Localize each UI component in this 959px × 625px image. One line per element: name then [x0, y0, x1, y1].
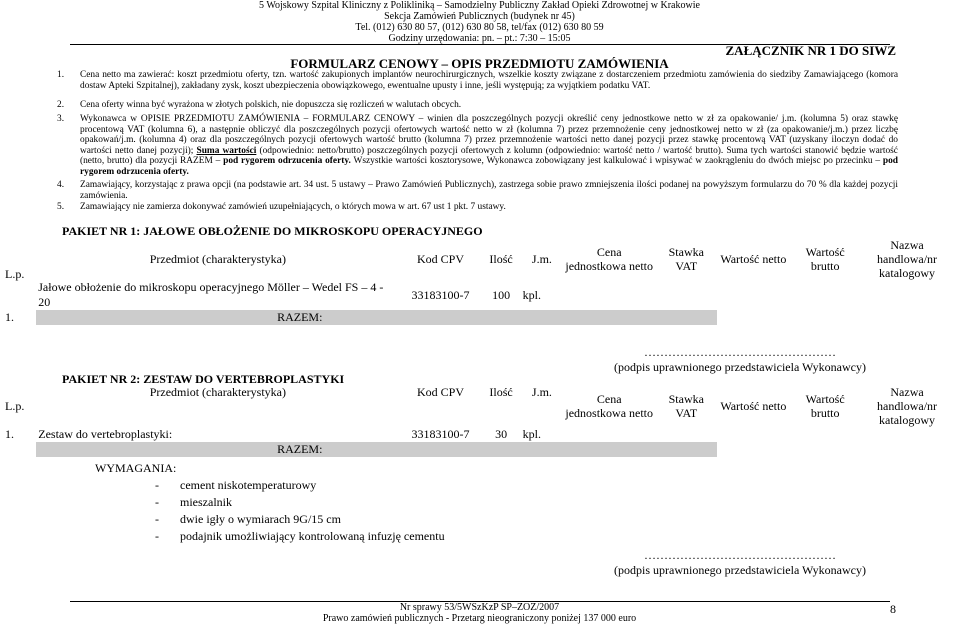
note-1 [57, 70, 898, 91]
note-text: Zamawiający, korzystając z prawa opcji (na podstawie art. 34 ust. 5 ustawy – Prawo Zamówień Publicznych), zastrzega sobie prawo zmniejszenia ilości podanej na powyższym formularzu do 70 % dla każdej pozycji zamówienia. [80, 180, 898, 201]
note-4 [57, 180, 898, 201]
table-row [3, 427, 953, 442]
document-footer [0, 602, 959, 624]
header-hours: Godziny urzędowania: pn. – pt.: 7:30 – 15:05 [388, 33, 571, 44]
note-text: Wykonawca w OPISIE PRZEDMIOTU ZAMÓWIENIA – FORMULARZ CENOWY – winien dla poszczególnych pozycji określić ceny jednostkowe netto w zł za opakowanie/ j.m. (kolumna 5) oraz stawkę procentową VAT (kolumna 6), a następnie obliczyć dla poszczególnych pozycji ofertowych wartość netto w zł (kolumna 7) przez przemnożenie ceny jednostkowej netto w zł (za opakowanie/j.m.) przez liczbę opakowań/j.m. (kolumna 4) oraz dla poszczególnych pozycji ofertowych wartość brutto (kolumna 7) przez przemnożenie wartości netto danej pozycji przez stawkę procentową VAT (uzyskany iloczyn dodać do wartości netto danej pozycji); Suma wartości (odpowiednio: netto/brutto) poszczególnych pozycji ofertowych z kolumn (odpowiednio: wartość netto / wartość brutto). Suma tych wartości stanowić będzie wartość (netto, brutto) dla pozycji RAZEM – pod rygorem odrzucenia oferty. Wszystkie wartości kosztorysowe, Wykonawca zobowiązany jest kalkulować i wpisywać w zaokrągleniu do dwóch miejsc po przecinku – pod rygorem odrzucenia oferty. [80, 114, 898, 177]
header-hospital-name: 5 Wojskowy Szpital Kliniczny z Polikliniką – Samodzielny Publiczny Zakład Opieki Zdrowotnej w Krakowie [259, 0, 700, 11]
signature-dots: ………………………………………… [644, 345, 836, 359]
cell-item: Jałowe obłożenie do mikroskopu operacyjnego Mӧller – Wedel FS – 4 - 20 [38, 280, 384, 309]
note-number: 5. [57, 202, 65, 212]
signature-caption: (podpis uprawnionego przedstawiciela Wykonawcy) [614, 563, 866, 577]
cell-qty: 100 [492, 287, 511, 302]
note-number: 3. [57, 114, 65, 124]
header-phone: Tel. (012) 630 80 57, (012) 630 80 58, tel/fax (012) 630 80 59 [355, 22, 604, 33]
signature-block-1 [600, 345, 880, 375]
col-cpv: Kod CPV [416, 251, 464, 266]
note-5 [57, 202, 898, 213]
cell-jm: kpl. [522, 287, 541, 302]
note-number: 4. [57, 180, 65, 190]
cell-jm: kpl. [522, 427, 541, 441]
table-row [3, 310, 953, 325]
package1-table [3, 238, 953, 325]
col-unit-price: Cena jednostkowa netto [565, 245, 654, 273]
cell-item: Zestaw do vertebroplastyki: [38, 427, 173, 441]
footer-case-number: Nr sprawy 53/5WSzKzP SP–ZOZ/2007 [399, 602, 560, 613]
document-header [0, 0, 959, 44]
attachment-label: ZAŁĄCZNIK NR 1 DO SIWZ [725, 43, 896, 58]
cell-cpv: 33183100-7 [411, 287, 470, 302]
col-gross: Wartość brutto [805, 245, 845, 273]
razem-label: RAZEM: [36, 442, 563, 457]
col-net: Wartość netto [720, 399, 787, 413]
col-jm: J.m. [531, 251, 552, 266]
col-lp: L.p. [5, 266, 25, 281]
table-row [3, 442, 953, 457]
col-lp: L.p. [5, 398, 25, 413]
cell-qty: 30 [495, 427, 508, 441]
col-qty: Ilość [489, 251, 513, 266]
col-jm: J.m. [531, 385, 552, 399]
package1-title: PAKIET NR 1: JAŁOWE OBŁOŻENIE DO MIKROSKOPU OPERACYJNEGO [62, 224, 483, 238]
col-net: Wartość netto [720, 252, 787, 266]
signature-block-2 [600, 548, 880, 578]
list-item: - cement niskotemperaturowy [155, 477, 445, 494]
note-text: Cena oferty winna być wyrażona w złotych polskich, nie dopuszcza się rozliczeń w walutach obcych. [80, 100, 462, 110]
table-header-row [3, 238, 953, 280]
list-item: - mieszalnik [155, 494, 445, 511]
requirements-label: WYMAGANIA: [95, 461, 177, 475]
col-qty: Ilość [489, 385, 513, 399]
cell-cpv: 33183100-7 [411, 427, 470, 441]
col-item: Przedmiot (charakterystyka) [149, 385, 286, 399]
col-trade: Nazwa handlowa/nr katalogowy [877, 385, 938, 427]
note-3 [57, 114, 898, 177]
col-gross: Wartość brutto [805, 392, 845, 420]
table-header-row [3, 385, 953, 427]
list-item: - dwie igły o wymiarach 9G/15 cm [155, 511, 445, 528]
table-row [3, 280, 953, 310]
cell-lp: 1. [5, 427, 14, 441]
col-trade: Nazwa handlowa/nr katalogowy [877, 238, 938, 280]
signature-dots: ………………………………………… [644, 548, 836, 562]
note-number: 1. [57, 70, 65, 80]
col-unit-price: Cena jednostkowa netto [565, 392, 654, 420]
col-item: Przedmiot (charakterystyka) [149, 251, 286, 266]
col-vat: Stawka VAT [668, 245, 704, 273]
signature-caption: (podpis uprawnionego przedstawiciela Wykonawcy) [614, 360, 866, 374]
note-text: Cena netto ma zawierać: koszt przedmiotu oferty, tzn. wartość zakupionych implantów neurochirurgicznych, wszelkie koszty związane z dostarczeniem przedmiotu zamówienia do siedziby Zamawiającego (komora dostaw Apteki Szpitalnej), zakładany zysk, koszt ubezpieczenia obowiązkowego, ewentualne upusty i inne, jeśli występują; za wyjątkiem podatku VAT. [80, 70, 898, 91]
list-item: - podajnik umożliwiający kontrolowaną infuzję cementu [155, 528, 445, 545]
cell-lp: 1. [5, 310, 14, 324]
package2-title: PAKIET NR 2: ZESTAW DO VERTEBROPLASTYKI [62, 372, 345, 386]
col-cpv: Kod CPV [416, 385, 464, 399]
note-number: 2. [57, 100, 65, 110]
package2-table [3, 385, 953, 457]
footer-procedure: Prawo zamówień publicznych - Przetarg nieograniczony poniżej 137 000 euro [322, 613, 637, 624]
page-number: 8 [890, 602, 896, 616]
razem-label: RAZEM: [36, 310, 563, 325]
note-text: Zamawiający nie zamierza dokonywać zamówień uzupełniających, o których mowa w art. 67 ust 1 pkt. 7 ustawy. [80, 202, 506, 212]
header-section: Sekcja Zamówień Publicznych (budynek nr 45) [384, 11, 575, 22]
col-vat: Stawka VAT [668, 392, 704, 420]
requirements-list [95, 460, 445, 545]
form-title: FORMULARZ CENOWY – OPIS PRZEDMIOTU ZAMÓWIENIA [290, 56, 669, 71]
note-2 [57, 100, 898, 111]
